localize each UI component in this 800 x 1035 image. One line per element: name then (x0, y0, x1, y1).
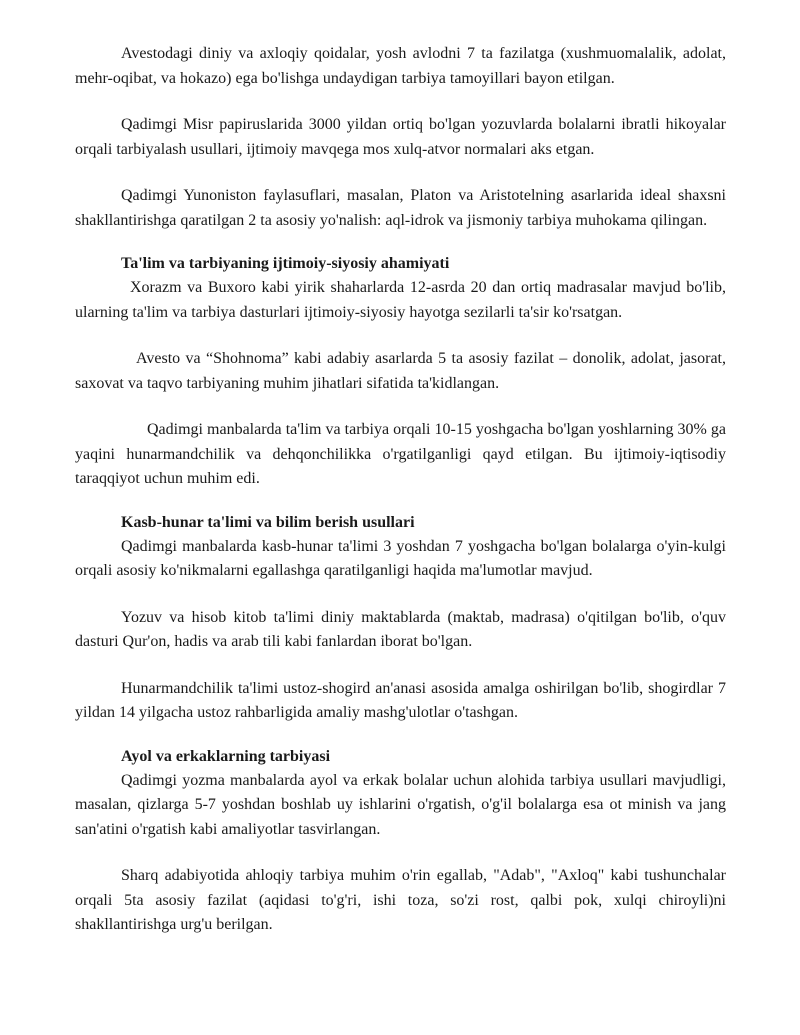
section-heading: Kasb-hunar ta'limi va bilim berish usullari (121, 513, 415, 531)
paragraph: Yozuv va hisob kitob ta'limi diniy maktablarda (maktab, madrasa) o'qitilgan bo'lib, o'quv dasturi Qur'on, hadis va arab tili kabi fanlardan iborat bo'lgan. (75, 608, 726, 650)
paragraph: Qadimgi Misr papiruslarida 3000 yildan ortiq bo'lgan yozuvlarda bolalarni ibratli hikoyalar orqali tarbiyalash usullari, ijtimoiy mavqega mos xulq-atvor normalari aks etgan. (75, 116, 726, 158)
paragraph: Qadimgi Yunoniston faylasuflari, masalan, Platon va Aristotelning asarlarida ideal shaxsni shakllantirishga qaratilgan 2 ta asosiy yo'nalish: aql-idrok va jismoniy tarbiya muhokama qilingan. (75, 187, 726, 229)
document-page (75, 42, 726, 938)
paragraph: Hunarmandchilik ta'limi ustoz-shogird an'anasi asosida amalga oshirilgan bo'lib, shogirdlar 7 yildan 14 yilgacha ustoz rahbarligida amaliy mashg'ulotlar o'tashgan. (75, 679, 726, 721)
paragraph: Avestodagi diniy va axloqiy qoidalar, yosh avlodni 7 ta fazilatga (xushmuomalalik, adolat, mehr-oqibat, va hokazo) ega bo'lishga undaydigan tarbiya tamoyillari bayon etilgan. (75, 45, 726, 87)
paragraph: Sharq adabiyotida ahloqiy tarbiya muhim o'rin egallab, "Adab", "Axloq" kabi tushunchalar orqali 5ta asosiy fazilat (aqidasi to'g'ri, ishi toza, so'zi rost, qalbi pok, xulqi chiroyli)ni shakllantirishga urg'u berilgan. (75, 867, 726, 933)
paragraph: Xorazm va Buxoro kabi yirik shaharlarda 12-asrda 20 dan ortiq madrasalar mavjud bo'lib, ularning ta'lim va tarbiya dasturlari ijtimoiy-siyosiy hayotga sezilarli ta'sir ko'rsatgan. (75, 279, 726, 321)
paragraph: Qadimgi yozma manbalarda ayol va erkak bolalar uchun alohida tarbiya usullari mavjudligi, masalan, qizlarga 5-7 yoshdan boshlab uy ishlarini o'rgatish, o'g'il bolalarga esa ot minish va jang san'atini o'rgatish kabi amaliyotlar tasvirlangan. (75, 771, 726, 838)
section-heading: Ta'lim va tarbiyaning ijtimoiy-siyosiy ahamiyati (121, 255, 450, 272)
paragraph: Avesto va “Shohnoma” kabi adabiy asarlarda 5 ta asosiy fazilat – donolik, adolat, jasorat, saxovat va taqvo tarbiyaning muhim jihatlari sifatida ta'kidlangan. (75, 350, 726, 392)
paragraph: Qadimgi manbalarda ta'lim va tarbiya orqali 10-15 yoshgacha bo'lgan yoshlarning 30% ga yaqini hunarmandchilik va dehqonchilikka o'rgatilganligi qayd etilgan. Bu ijtimoiy-iqtisodiy taraqqiyot uchun muhim edi. (75, 421, 726, 487)
section-heading: Ayol va erkaklarning tarbiyasi (121, 747, 331, 765)
paragraph: Qadimgi manbalarda kasb-hunar ta'limi 3 yoshdan 7 yoshgacha bo'lgan bolalarga o'yin-kulgi orqali asosiy ko'nikmalarni egallashga qaratilganligi haqida ma'lumotlar mavjud. (75, 537, 726, 579)
